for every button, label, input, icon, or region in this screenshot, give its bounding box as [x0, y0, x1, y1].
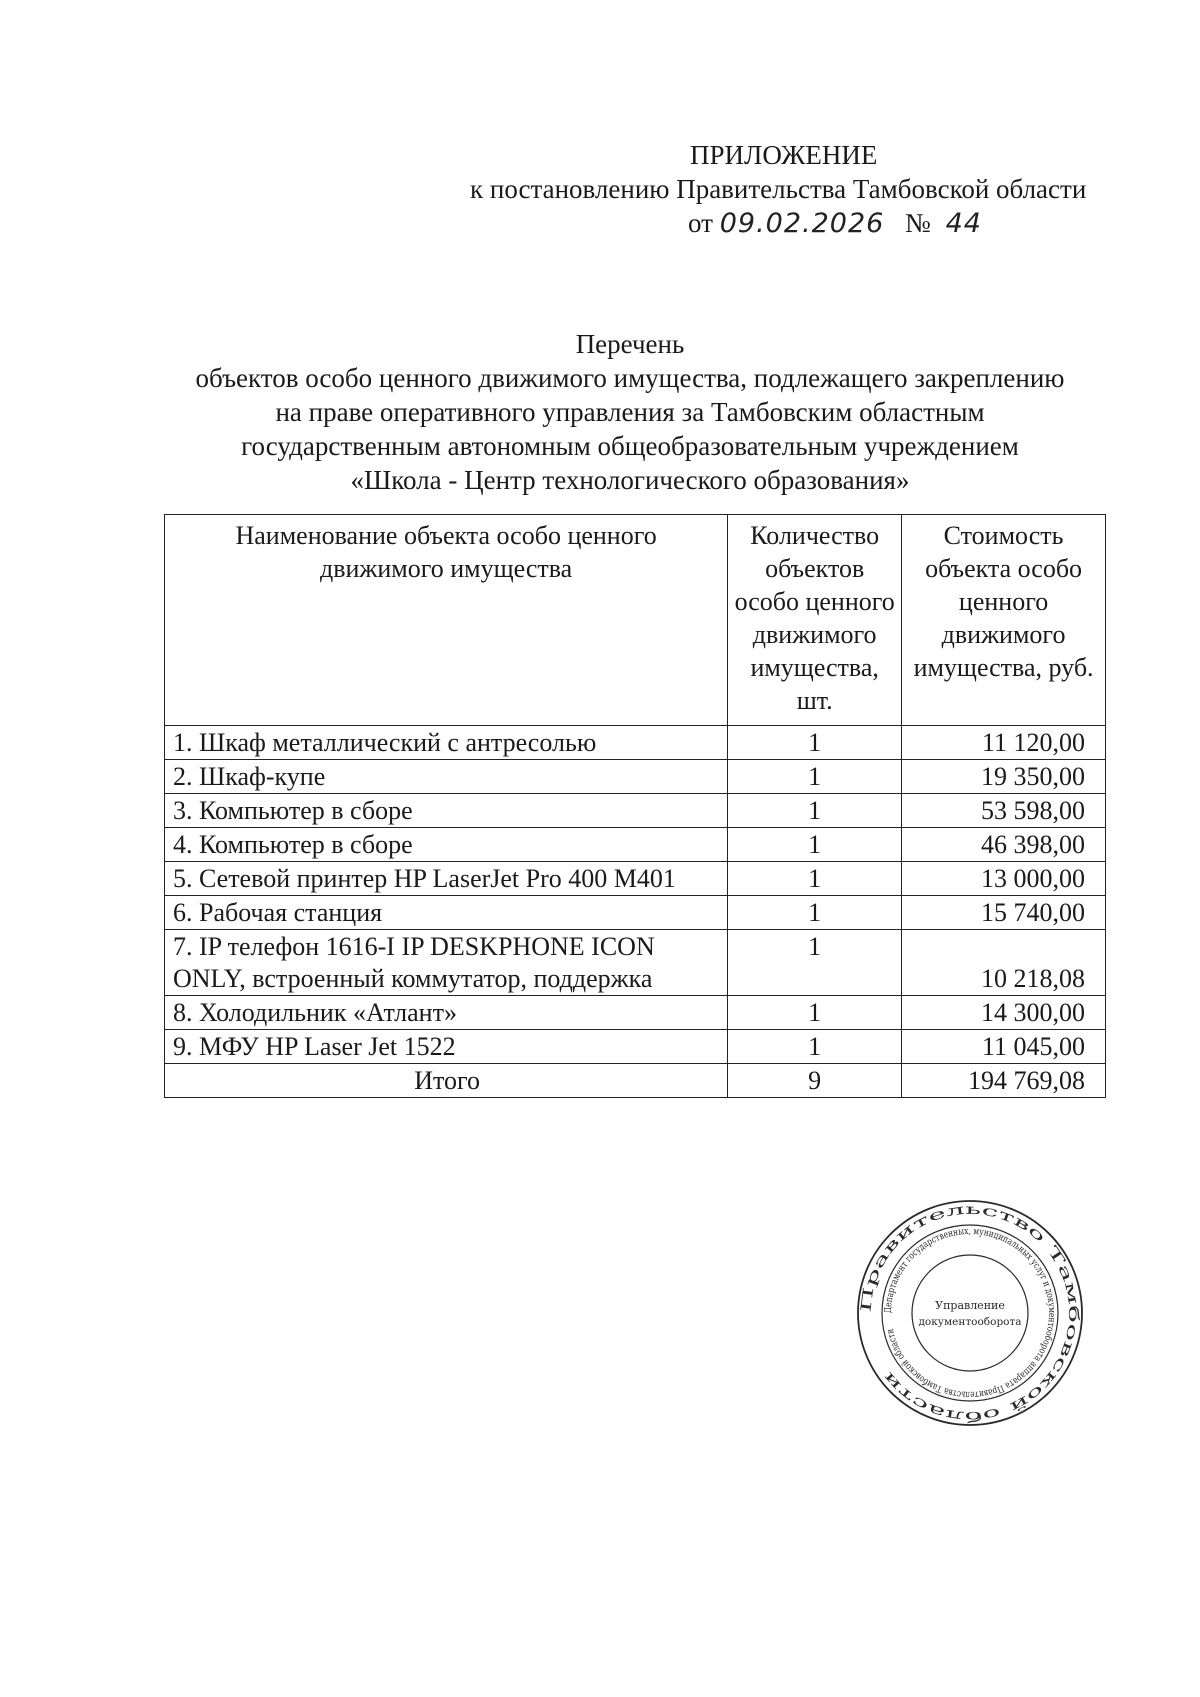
table-row [165, 996, 1106, 1030]
row-name: 4. Компьютер в сборе [165, 828, 728, 862]
handwritten-number: 44 [945, 208, 982, 239]
property-table [164, 514, 1106, 1098]
table-row [165, 760, 1106, 794]
row-name: 2. Шкаф-купе [165, 760, 728, 794]
row-cost: 11 045,00 [902, 1030, 1106, 1064]
row-cost: 10 218,08 [902, 930, 1106, 996]
number-sign: № [905, 208, 931, 238]
appendix-date-line [460, 206, 1140, 241]
stamp-middle-text: Департамент государственных, муниципальных услуг и документооборота аппарата Правительства Тамбовской области [882, 1225, 1058, 1401]
row-cost: 46 398,00 [902, 828, 1106, 862]
total-cost: 194 769,08 [902, 1064, 1106, 1098]
heading-line-5: «Школа - Центр технологического образования» [350, 465, 910, 495]
appendix-header [460, 138, 1140, 241]
appendix-subtitle: к постановлению Правительства Тамбовской области [470, 174, 1087, 204]
row-quantity: 1 [728, 930, 902, 996]
row-cost: 11 120,00 [902, 726, 1106, 760]
date-prefix: от [688, 208, 713, 238]
property-table-wrapper [164, 514, 1106, 1098]
heading-line-4: государственным автономным общеобразовательным учреждением [241, 431, 1019, 461]
row-name: 8. Холодильник «Атлант» [165, 996, 728, 1030]
stamp-center-line-1: Управление [935, 1299, 1005, 1312]
handwritten-date: 09.02.2026 [719, 208, 885, 239]
row-quantity: 1 [728, 794, 902, 828]
table-header-row [165, 515, 1106, 726]
row-cost: 15 740,00 [902, 896, 1106, 930]
table-row [165, 828, 1106, 862]
row-quantity: 1 [728, 896, 902, 930]
row-name: 9. МФУ HP Laser Jet 1522 [165, 1030, 728, 1064]
table-row [165, 794, 1106, 828]
row-name: 7. IP телефон 1616-I IP DESKPHONE ICON ONLY, встроенный коммутатор, поддержка [165, 930, 728, 996]
stamp-outer-text: Правительство Тамбовской области [858, 1201, 1082, 1425]
heading-line-1: Перечень [575, 329, 685, 359]
stamp-middle-ring [882, 1225, 1058, 1401]
table-row [165, 726, 1106, 760]
total-quantity: 9 [728, 1064, 902, 1098]
row-quantity: 1 [728, 760, 902, 794]
header-cost: Стоимость объекта особо ценного движимого имущества, руб. [902, 515, 1106, 726]
row-cost: 53 598,00 [902, 794, 1106, 828]
row-quantity: 1 [728, 1030, 902, 1064]
table-row [165, 896, 1106, 930]
row-cost: 13 000,00 [902, 862, 1106, 896]
row-quantity: 1 [728, 862, 902, 896]
row-name: 3. Компьютер в сборе [165, 794, 728, 828]
row-cost: 19 350,00 [902, 760, 1106, 794]
row-name: 1. Шкаф металлический с антресолью [165, 726, 728, 760]
table-row [165, 930, 1106, 996]
row-name: 5. Сетевой принтер HP LaserJet Pro 400 M401 [165, 862, 728, 896]
appendix-title: ПРИЛОЖЕНИЕ [690, 140, 878, 170]
header-quantity: Количество объектов особо ценного движимого имущества, шт. [728, 515, 902, 726]
stamp-center-line-2: документооборота [918, 1316, 1022, 1328]
row-quantity: 1 [728, 726, 902, 760]
table-row [165, 1030, 1106, 1064]
stamp-inner-ring [912, 1255, 1028, 1371]
table-total-row [165, 1064, 1106, 1098]
row-cost: 14 300,00 [902, 996, 1106, 1030]
document-heading [150, 327, 1110, 497]
heading-line-3: на праве оперативного управления за Тамбовским областным [275, 397, 985, 427]
header-name: Наименование объекта особо ценного движимого имущества [165, 515, 728, 726]
row-quantity: 1 [728, 996, 902, 1030]
row-quantity: 1 [728, 828, 902, 862]
table-row [165, 862, 1106, 896]
row-name: 6. Рабочая станция [165, 896, 728, 930]
official-stamp [855, 1198, 1085, 1428]
total-label: Итого [165, 1064, 728, 1098]
heading-line-2: объектов особо ценного движимого имущества, подлежащего закреплению [195, 363, 1065, 393]
